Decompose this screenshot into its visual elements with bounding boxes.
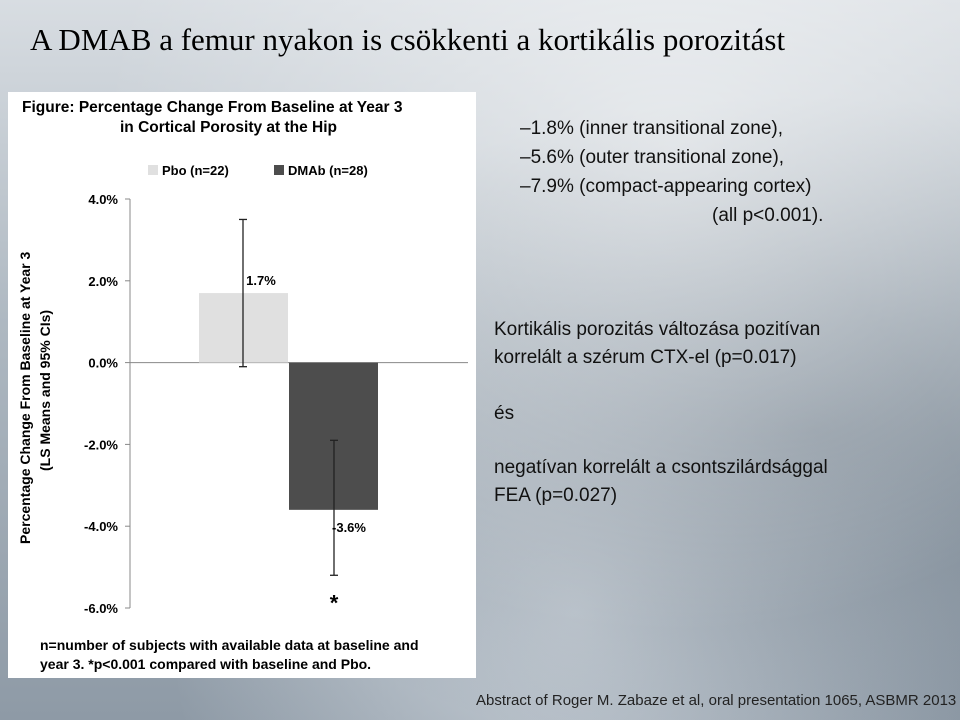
chart-title-line1: Figure: Percentage Change From Baseline at Year 3 xyxy=(22,99,403,116)
source-credit: Abstract of Roger M. Zabaze et al, oral presentation 1065, ASBMR 2013 xyxy=(476,692,957,709)
note-line: Kortikális porozitás változása pozitívan xyxy=(494,319,821,340)
dash: – xyxy=(520,147,531,168)
y-tick-label: -6.0% xyxy=(84,601,118,616)
legend-swatch-pbo xyxy=(148,165,158,175)
y-tick-label: -4.0% xyxy=(84,519,118,535)
result-item xyxy=(520,143,920,172)
footnote-line2: year 3. *p<0.001 compared with baseline and Pbo. xyxy=(40,656,372,672)
correlation-notes xyxy=(494,316,944,510)
and-word: és xyxy=(494,403,515,424)
chart-title-line2: in Cortical Porosity at the Hip xyxy=(120,119,338,136)
y-tick-label: 4.0% xyxy=(88,192,118,207)
dash: – xyxy=(520,176,531,197)
result-item xyxy=(520,114,920,143)
legend-swatch-dmab xyxy=(274,165,284,175)
note-line: korrelált a szérum CTX-el (p=0.017) xyxy=(494,347,797,368)
data-label: -3.6% xyxy=(332,519,366,535)
y-tick-label: 2.0% xyxy=(88,273,118,289)
legend-label-pbo: Pbo (n=22) xyxy=(162,163,229,178)
dash: – xyxy=(520,118,531,139)
y-axis-label-line2: (LS Means and 95% CIs) xyxy=(37,309,53,471)
results-list xyxy=(520,114,920,230)
significance-note: (all p<0.001). xyxy=(712,205,824,226)
y-axis-label-line1: Percentage Change From Baseline at Year 3 xyxy=(17,251,33,544)
note-line: negatívan korrelált a csontszilárdsággal xyxy=(494,457,828,478)
bar-chart xyxy=(8,92,476,678)
legend-label-dmab: DMAb (n=28) xyxy=(288,163,368,178)
result-text: 7.9% (compact-appearing cortex) xyxy=(530,176,812,197)
y-tick-label: -2.0% xyxy=(84,437,118,453)
y-tick-label: 0.0% xyxy=(88,355,118,371)
result-text: 1.8% (inner transitional zone), xyxy=(530,118,783,139)
footnote-line1: n=number of subjects with available data at baseline and xyxy=(40,637,419,653)
data-label: 1.7% xyxy=(246,273,276,289)
result-text: 5.6% (outer transitional zone), xyxy=(530,147,785,168)
figure-panel xyxy=(8,92,476,678)
note-line: FEA (p=0.027) xyxy=(494,485,618,506)
slide-title: A DMAB a femur nyakon is csökkenti a kortikális porozitást xyxy=(30,22,786,57)
result-item xyxy=(520,172,920,201)
significance-asterisk: * xyxy=(329,590,339,616)
